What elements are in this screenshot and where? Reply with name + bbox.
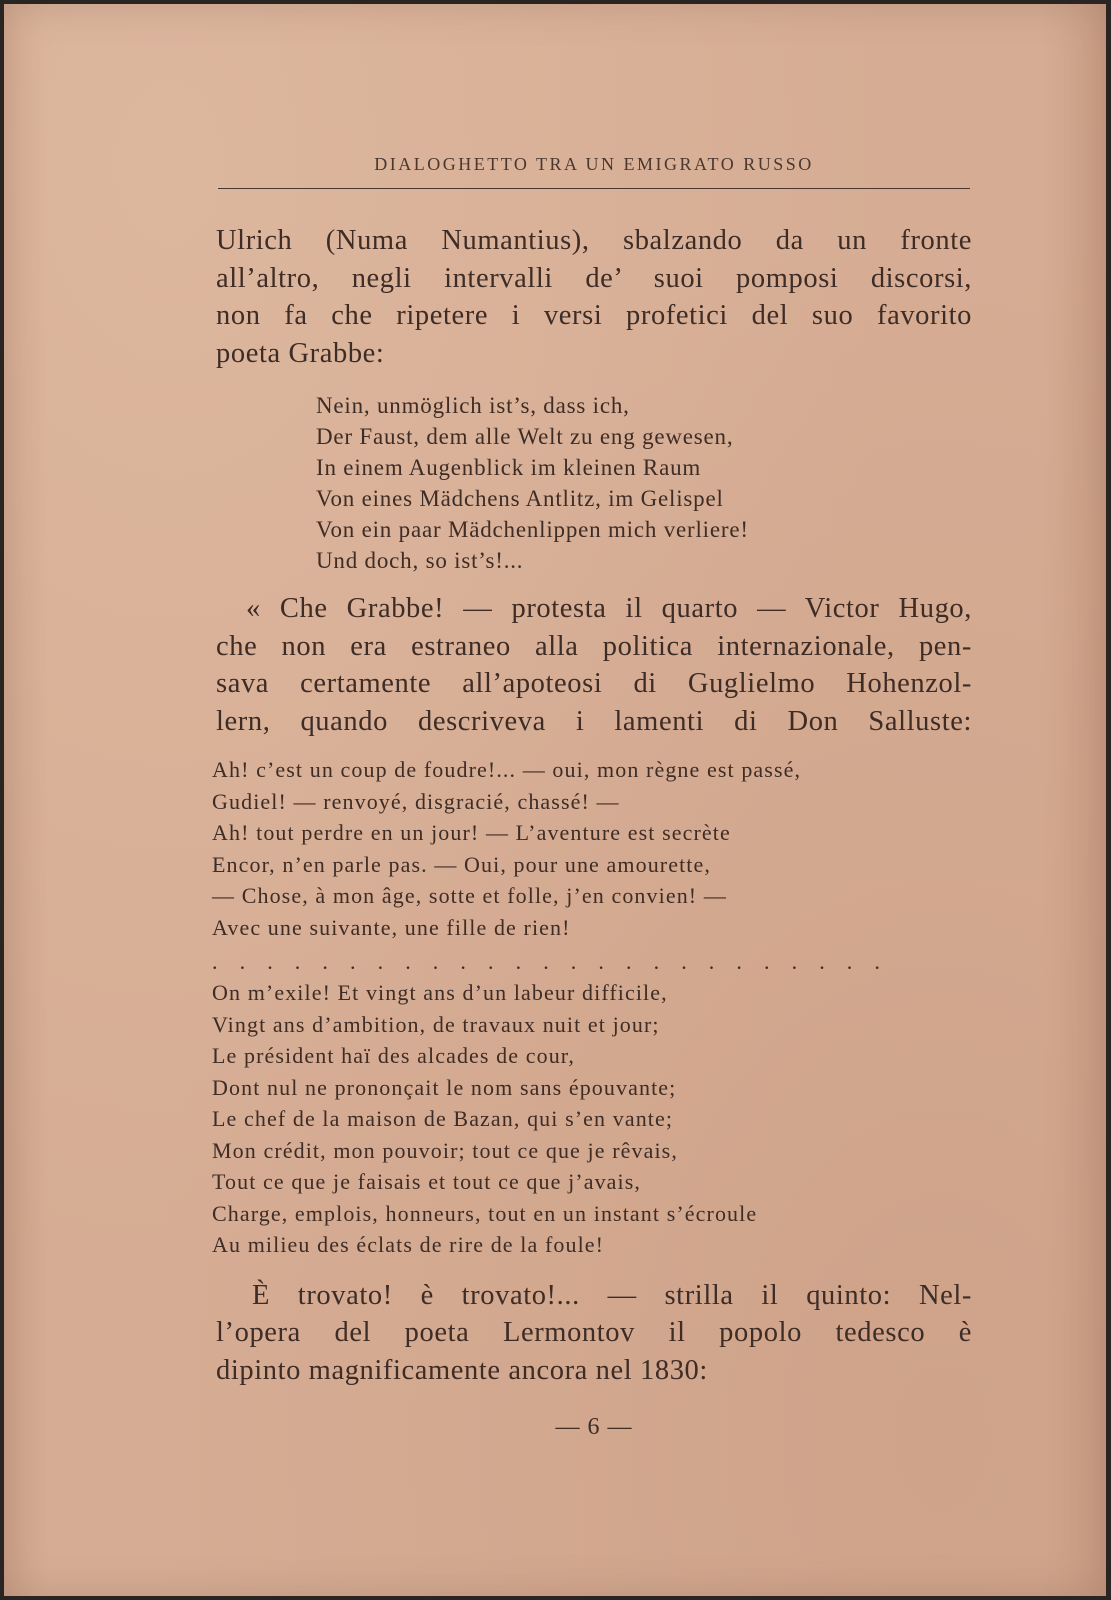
- verse-line: Au milieu des éclats de rire de la foule!: [212, 1232, 605, 1257]
- verse-line: Dont nul ne prononçait le nom sans épouvante;: [212, 1074, 677, 1100]
- paragraph-2-line: sava certamente all’apoteosi di Guglielmo Hohenzol-: [216, 668, 972, 699]
- french-verse-quote: [212, 754, 972, 1261]
- verse-line: Mon crédit, mon pouvoir; tout ce que je rêvais,: [212, 1137, 678, 1163]
- verse-line: Von eines Mädchens Antlitz, im Gelispel: [316, 486, 724, 511]
- verse-line: Und doch, so ist’s!...: [316, 548, 524, 573]
- verse-line: Avec une suivante, une fille de rien!: [212, 914, 571, 940]
- paragraph-3-line: È trovato! è trovato!... — strilla il quinto: Nel-: [252, 1279, 972, 1311]
- paragraph-3-line: dipinto magnificamente ancora nel 1830:: [216, 1354, 708, 1386]
- ellipsis-row: . . . . . . . . . . . . . . . . . . . . . . . . .: [212, 949, 889, 974]
- paragraph-1-line: Ulrich (Numa Numantius), sbalzando da un fronte: [216, 225, 972, 256]
- paragraph-2-line: che non era estraneo alla politica internazionale, pen-: [216, 630, 972, 662]
- verse-line: Vingt ans d’ambition, de travaux nuit et jour;: [212, 1011, 660, 1037]
- verse-line: Der Faust, dem alle Welt zu eng gewesen,: [316, 424, 734, 449]
- document-page: [4, 4, 1106, 1596]
- paragraph-2-line: « Che Grabbe! — protesta il quarto — Victor Hugo,: [246, 593, 972, 624]
- verse-line: Ah! c’est un coup de foudre!... — oui, mon règne est passé,: [212, 757, 802, 782]
- verse-line: Encor, n’en parle pas. — Oui, pour une amourette,: [212, 851, 711, 877]
- paragraph-1-line: all’altro, negli intervalli de’ suoi pomposi discorsi,: [216, 262, 972, 294]
- verse-line: Gudiel! — renvoyé, disgracié, chassé! —: [212, 788, 620, 814]
- verse-line: Le président haï des alcades de cour,: [212, 1043, 575, 1068]
- paragraph-2-line: lern, quando descriveva i lamenti di Don Salluste:: [216, 705, 972, 737]
- verse-line: Ah! tout perdre en un jour! — L’aventure est secrète: [212, 820, 731, 845]
- verse-line: Le chef de la maison de Bazan, qui s’en vante;: [212, 1106, 674, 1131]
- german-verse-quote: [316, 390, 972, 576]
- page-number: — 6 —: [555, 1414, 633, 1440]
- paragraph-3: [216, 1277, 972, 1390]
- running-header: DIALOGHETTO TRA UN EMIGRATO RUSSO: [374, 154, 814, 174]
- paragraph-3-line: l’opera del poeta Lermontov il popolo tedesco è: [216, 1317, 972, 1348]
- verse-line: Tout ce que je faisais et tout ce que j’avais,: [212, 1169, 642, 1194]
- page-body: [212, 222, 972, 1389]
- verse-line: On m’exile! Et vingt ans d’un labeur difficile,: [212, 980, 668, 1005]
- paragraph-1: [216, 222, 972, 372]
- verse-line: Von ein paar Mädchenlippen mich verliere!: [316, 517, 749, 542]
- verse-line: Charge, emplois, honneurs, tout en un instant s’écroule: [212, 1200, 758, 1226]
- paragraph-2: [216, 590, 972, 740]
- verse-line: — Chose, à mon âge, sotte et folle, j’en convien! —: [212, 883, 727, 908]
- verse-line: In einem Augenblick im kleinen Raum: [316, 455, 702, 480]
- verse-line: Nein, unmöglich ist’s, dass ich,: [316, 393, 630, 418]
- paragraph-1-line: poeta Grabbe:: [216, 337, 385, 369]
- paragraph-1-line: non fa che ripetere i versi profetici del suo favorito: [216, 300, 972, 331]
- header-rule: [218, 188, 970, 189]
